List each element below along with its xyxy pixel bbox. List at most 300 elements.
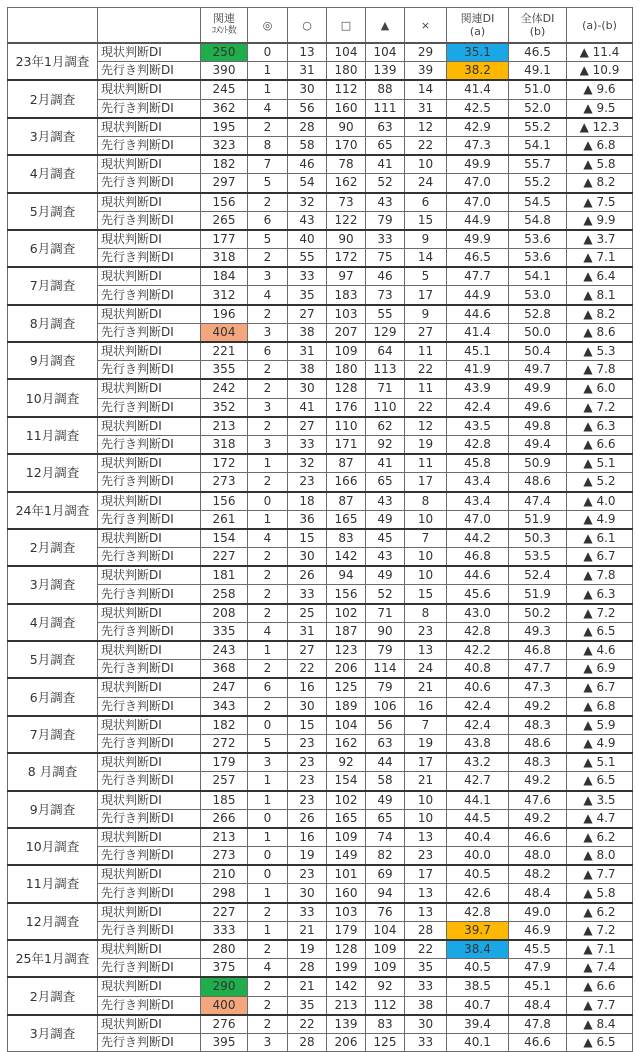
overall-di-cell: 46.5 <box>509 43 567 62</box>
double-circle-count-cell: 2 <box>248 548 288 567</box>
double-circle-count-cell: 6 <box>248 678 288 697</box>
double-circle-count-cell: 1 <box>248 641 288 660</box>
di-type-label: 先行き判断DI <box>98 959 201 978</box>
triangle-count-cell: 75 <box>366 249 405 268</box>
square-count-cell: 104 <box>327 43 366 62</box>
cross-count-cell: 15 <box>405 585 447 604</box>
cross-count-cell: 27 <box>405 323 447 342</box>
cross-count-cell: 14 <box>405 249 447 268</box>
di-type-label: 現状判断DI <box>98 566 201 585</box>
difference-cell: ▲ 7.1 <box>567 940 633 959</box>
circle-count-cell: 31 <box>288 62 327 81</box>
header-overall-di-line1: 全体DI <box>520 12 555 25</box>
related-comment-count-cell: 247 <box>201 678 248 697</box>
triangle-count-cell: 83 <box>366 1015 405 1034</box>
related-comment-count-cell: 196 <box>201 305 248 324</box>
circle-count-cell: 27 <box>288 417 327 436</box>
overall-di-cell: 51.0 <box>509 80 567 99</box>
related-di-cell: 41.9 <box>447 361 509 380</box>
cross-count-cell: 9 <box>405 305 447 324</box>
circle-count-cell: 22 <box>288 660 327 679</box>
survey-month-label: 11月調査 <box>8 417 98 454</box>
difference-cell: ▲ 6.3 <box>567 585 633 604</box>
related-di-cell: 38.2 <box>447 62 509 81</box>
double-circle-count-cell: 0 <box>248 865 288 884</box>
overall-di-cell: 49.1 <box>509 62 567 81</box>
square-count-cell: 109 <box>327 342 366 361</box>
double-circle-count-cell: 1 <box>248 791 288 810</box>
circle-count-cell: 22 <box>288 1015 327 1034</box>
table-row <box>8 230 633 249</box>
cross-count-cell: 39 <box>405 62 447 81</box>
table-row <box>8 622 633 641</box>
triangle-count-cell: 55 <box>366 305 405 324</box>
di-type-label: 先行き判断DI <box>98 734 201 753</box>
double-circle-count-cell: 8 <box>248 136 288 155</box>
circle-count-cell: 27 <box>288 305 327 324</box>
difference-cell: ▲ 6.0 <box>567 379 633 398</box>
related-di-cell: 42.7 <box>447 772 509 791</box>
overall-di-cell: 45.1 <box>509 977 567 996</box>
related-di-cell: 40.5 <box>447 959 509 978</box>
double-circle-count-cell: 4 <box>248 959 288 978</box>
table-row <box>8 566 633 585</box>
square-count-cell: 109 <box>327 828 366 847</box>
di-type-label: 現状判断DI <box>98 977 201 996</box>
triangle-count-cell: 129 <box>366 323 405 342</box>
table-row <box>8 959 633 978</box>
double-circle-count-cell: 2 <box>248 473 288 492</box>
circle-count-cell: 32 <box>288 454 327 473</box>
related-di-cell: 47.3 <box>447 136 509 155</box>
survey-month-label: 9月調査 <box>8 791 98 828</box>
table-row <box>8 903 633 922</box>
triangle-count-cell: 125 <box>366 1033 405 1051</box>
double-circle-count-cell: 2 <box>248 1015 288 1034</box>
cross-count-cell: 24 <box>405 660 447 679</box>
triangle-count-cell: 63 <box>366 734 405 753</box>
difference-cell: ▲ 6.7 <box>567 678 633 697</box>
related-comment-count-cell: 177 <box>201 230 248 249</box>
header-related-di-line1: 関連DI <box>460 12 495 25</box>
overall-di-cell: 52.0 <box>509 99 567 118</box>
cross-count-cell: 11 <box>405 454 447 473</box>
related-di-cell: 47.0 <box>447 510 509 529</box>
related-di-cell: 43.4 <box>447 492 509 511</box>
table-row <box>8 884 633 903</box>
overall-di-cell: 52.4 <box>509 566 567 585</box>
cross-count-cell: 9 <box>405 230 447 249</box>
difference-cell: ▲ 5.1 <box>567 454 633 473</box>
difference-cell: ▲ 6.7 <box>567 548 633 567</box>
square-count-cell: 187 <box>327 622 366 641</box>
double-circle-count-cell: 2 <box>248 585 288 604</box>
survey-month-label: 3月調査 <box>8 118 98 155</box>
survey-month-label: 9月調査 <box>8 342 98 379</box>
square-count-cell: 171 <box>327 435 366 454</box>
table-row <box>8 454 633 473</box>
table-row <box>8 716 633 735</box>
difference-cell: ▲ 6.6 <box>567 435 633 454</box>
di-type-label: 現状判断DI <box>98 230 201 249</box>
di-type-label: 先行き判断DI <box>98 249 201 268</box>
cross-count-cell: 12 <box>405 417 447 436</box>
related-comment-count-cell: 273 <box>201 847 248 866</box>
cross-count-cell: 33 <box>405 1033 447 1051</box>
circle-count-cell: 35 <box>288 996 327 1015</box>
cross-count-cell: 10 <box>405 791 447 810</box>
cross-count-cell: 10 <box>405 548 447 567</box>
cross-count-cell: 33 <box>405 977 447 996</box>
double-circle-count-cell: 5 <box>248 734 288 753</box>
table-row <box>8 417 633 436</box>
difference-cell: ▲ 4.0 <box>567 492 633 511</box>
survey-month-label: 2月調査 <box>8 529 98 566</box>
overall-di-cell: 48.3 <box>509 716 567 735</box>
difference-cell: ▲ 8.0 <box>567 847 633 866</box>
circle-count-cell: 46 <box>288 155 327 174</box>
triangle-count-cell: 63 <box>366 118 405 137</box>
triangle-count-cell: 56 <box>366 716 405 735</box>
triangle-count-cell: 112 <box>366 996 405 1015</box>
cross-count-cell: 21 <box>405 772 447 791</box>
circle-count-cell: 23 <box>288 734 327 753</box>
overall-di-cell: 48.3 <box>509 753 567 772</box>
circle-count-cell: 23 <box>288 865 327 884</box>
related-di-cell: 40.5 <box>447 865 509 884</box>
circle-count-cell: 30 <box>288 80 327 99</box>
square-count-cell: 142 <box>327 977 366 996</box>
related-comment-count-cell: 181 <box>201 566 248 585</box>
overall-di-cell: 54.1 <box>509 267 567 286</box>
overall-di-cell: 49.9 <box>509 379 567 398</box>
circle-count-cell: 55 <box>288 249 327 268</box>
triangle-icon: ▲ <box>366 8 405 44</box>
square-count-cell: 213 <box>327 996 366 1015</box>
di-type-label: 現状判断DI <box>98 716 201 735</box>
table-row <box>8 193 633 212</box>
cross-count-cell: 31 <box>405 99 447 118</box>
overall-di-cell: 47.3 <box>509 678 567 697</box>
related-comment-count-cell: 257 <box>201 772 248 791</box>
related-comment-count-cell: 343 <box>201 697 248 716</box>
circle-count-cell: 54 <box>288 174 327 193</box>
square-count-cell: 165 <box>327 510 366 529</box>
cross-count-cell: 8 <box>405 604 447 623</box>
table-row <box>8 510 633 529</box>
double-circle-count-cell: 2 <box>248 118 288 137</box>
difference-cell: ▲ 7.2 <box>567 398 633 417</box>
square-count-cell: 160 <box>327 884 366 903</box>
overall-di-cell: 48.6 <box>509 734 567 753</box>
related-di-cell: 43.4 <box>447 473 509 492</box>
square-count-cell: 142 <box>327 548 366 567</box>
survey-month-label: 3月調査 <box>8 1015 98 1052</box>
circle-count-cell: 36 <box>288 510 327 529</box>
square-count-cell: 90 <box>327 230 366 249</box>
square-count-cell: 206 <box>327 660 366 679</box>
cross-count-cell: 6 <box>405 193 447 212</box>
difference-cell: ▲ 6.2 <box>567 903 633 922</box>
circle-count-cell: 21 <box>288 921 327 940</box>
difference-cell: ▲ 8.1 <box>567 286 633 305</box>
related-di-cell: 43.5 <box>447 417 509 436</box>
triangle-count-cell: 82 <box>366 847 405 866</box>
cross-count-cell: 15 <box>405 211 447 230</box>
survey-month-label: 7月調査 <box>8 267 98 304</box>
double-circle-count-cell: 1 <box>248 828 288 847</box>
square-count-cell: 110 <box>327 417 366 436</box>
square-count-cell: 156 <box>327 585 366 604</box>
related-di-cell: 40.8 <box>447 660 509 679</box>
cross-count-cell: 17 <box>405 865 447 884</box>
cross-count-cell: 28 <box>405 921 447 940</box>
related-di-cell: 46.5 <box>447 249 509 268</box>
cross-count-cell: 17 <box>405 473 447 492</box>
related-comment-count-cell: 195 <box>201 118 248 137</box>
survey-month-label: 7月調査 <box>8 716 98 753</box>
circle-count-cell: 16 <box>288 678 327 697</box>
triangle-count-cell: 49 <box>366 566 405 585</box>
table-row <box>8 155 633 174</box>
triangle-count-cell: 90 <box>366 622 405 641</box>
overall-di-cell: 53.6 <box>509 230 567 249</box>
di-type-label: 現状判断DI <box>98 43 201 62</box>
related-di-cell: 42.8 <box>447 622 509 641</box>
circle-count-cell: 30 <box>288 697 327 716</box>
table-row <box>8 1033 633 1051</box>
triangle-count-cell: 71 <box>366 379 405 398</box>
overall-di-cell: 48.6 <box>509 473 567 492</box>
header-related-di <box>447 8 509 44</box>
triangle-count-cell: 46 <box>366 267 405 286</box>
cross-icon: × <box>405 8 447 44</box>
di-type-label: 先行き判断DI <box>98 136 201 155</box>
triangle-count-cell: 88 <box>366 80 405 99</box>
table-row <box>8 361 633 380</box>
di-type-label: 現状判断DI <box>98 678 201 697</box>
related-comment-count-cell: 390 <box>201 62 248 81</box>
di-type-label: 現状判断DI <box>98 753 201 772</box>
related-di-cell: 42.9 <box>447 118 509 137</box>
double-circle-count-cell: 1 <box>248 80 288 99</box>
overall-di-cell: 54.5 <box>509 193 567 212</box>
survey-month-label: 4月調査 <box>8 155 98 192</box>
related-comment-count-cell: 395 <box>201 1033 248 1051</box>
overall-di-cell: 45.5 <box>509 940 567 959</box>
table-row <box>8 323 633 342</box>
related-di-cell: 38.4 <box>447 940 509 959</box>
cross-count-cell: 11 <box>405 379 447 398</box>
related-comment-count-cell: 362 <box>201 99 248 118</box>
square-count-cell: 83 <box>327 529 366 548</box>
overall-di-cell: 53.5 <box>509 548 567 567</box>
double-circle-count-cell: 2 <box>248 305 288 324</box>
survey-month-label: 2月調査 <box>8 80 98 117</box>
related-comment-count-cell: 375 <box>201 959 248 978</box>
related-di-cell: 39.4 <box>447 1015 509 1034</box>
triangle-count-cell: 49 <box>366 510 405 529</box>
overall-di-cell: 50.4 <box>509 342 567 361</box>
triangle-count-cell: 58 <box>366 772 405 791</box>
square-count-cell: 112 <box>327 80 366 99</box>
cross-count-cell: 22 <box>405 398 447 417</box>
double-circle-count-cell: 2 <box>248 903 288 922</box>
double-circle-count-cell: 2 <box>248 379 288 398</box>
survey-month-label: 8 月調査 <box>8 753 98 790</box>
circle-icon: ○ <box>288 8 327 44</box>
square-count-cell: 87 <box>327 454 366 473</box>
survey-month-label: 3月調査 <box>8 566 98 603</box>
related-comment-count-cell: 258 <box>201 585 248 604</box>
cross-count-cell: 22 <box>405 940 447 959</box>
square-count-cell: 207 <box>327 323 366 342</box>
cross-count-cell: 16 <box>405 697 447 716</box>
di-type-label: 現状判断DI <box>98 155 201 174</box>
di-type-label: 先行き判断DI <box>98 548 201 567</box>
circle-count-cell: 38 <box>288 361 327 380</box>
related-comment-count-cell: 276 <box>201 1015 248 1034</box>
circle-count-cell: 19 <box>288 847 327 866</box>
circle-count-cell: 30 <box>288 884 327 903</box>
related-comment-count-cell: 243 <box>201 641 248 660</box>
triangle-count-cell: 69 <box>366 865 405 884</box>
di-type-label: 現状判断DI <box>98 492 201 511</box>
triangle-count-cell: 52 <box>366 174 405 193</box>
double-circle-count-cell: 4 <box>248 622 288 641</box>
di-type-label: 先行き判断DI <box>98 62 201 81</box>
square-count-cell: 92 <box>327 753 366 772</box>
overall-di-cell: 51.9 <box>509 510 567 529</box>
related-comment-count-cell: 184 <box>201 267 248 286</box>
related-comment-count-cell: 298 <box>201 884 248 903</box>
di-type-label: 先行き判断DI <box>98 921 201 940</box>
related-di-cell: 42.4 <box>447 716 509 735</box>
related-comment-count-cell: 318 <box>201 435 248 454</box>
overall-di-cell: 49.6 <box>509 398 567 417</box>
triangle-count-cell: 52 <box>366 585 405 604</box>
overall-di-cell: 48.4 <box>509 884 567 903</box>
survey-month-label: 25年1月調査 <box>8 940 98 977</box>
circle-count-cell: 13 <box>288 43 327 62</box>
double-circle-count-cell: 1 <box>248 62 288 81</box>
triangle-count-cell: 74 <box>366 828 405 847</box>
related-comment-count-cell: 290 <box>201 977 248 996</box>
double-circle-count-cell: 1 <box>248 510 288 529</box>
overall-di-cell: 48.2 <box>509 865 567 884</box>
table-row <box>8 342 633 361</box>
difference-cell: ▲ 8.2 <box>567 174 633 193</box>
double-circle-count-cell: 1 <box>248 454 288 473</box>
difference-cell: ▲ 6.5 <box>567 622 633 641</box>
cross-count-cell: 35 <box>405 959 447 978</box>
triangle-count-cell: 111 <box>366 99 405 118</box>
double-circle-count-cell: 4 <box>248 99 288 118</box>
circle-count-cell: 26 <box>288 809 327 828</box>
cross-count-cell: 17 <box>405 286 447 305</box>
related-comment-count-cell: 208 <box>201 604 248 623</box>
survey-month-label: 24年1月調査 <box>8 492 98 529</box>
related-di-cell: 47.0 <box>447 193 509 212</box>
overall-di-cell: 50.2 <box>509 604 567 623</box>
related-di-cell: 40.4 <box>447 828 509 847</box>
header-di-type <box>98 8 201 44</box>
double-circle-count-cell: 3 <box>248 435 288 454</box>
difference-cell: ▲ 4.9 <box>567 510 633 529</box>
double-circle-count-cell: 2 <box>248 193 288 212</box>
table-row <box>8 529 633 548</box>
cross-count-cell: 29 <box>405 43 447 62</box>
di-type-label: 先行き判断DI <box>98 286 201 305</box>
cross-count-cell: 13 <box>405 641 447 660</box>
circle-count-cell: 23 <box>288 753 327 772</box>
square-count-cell: 154 <box>327 772 366 791</box>
difference-cell: ▲ 9.6 <box>567 80 633 99</box>
cross-count-cell: 5 <box>405 267 447 286</box>
triangle-count-cell: 104 <box>366 921 405 940</box>
survey-month-label: 5月調査 <box>8 193 98 230</box>
related-comment-count-cell: 210 <box>201 865 248 884</box>
overall-di-cell: 53.6 <box>509 249 567 268</box>
triangle-count-cell: 43 <box>366 548 405 567</box>
difference-cell: ▲ 12.3 <box>567 118 633 137</box>
triangle-count-cell: 76 <box>366 903 405 922</box>
circle-count-cell: 21 <box>288 977 327 996</box>
di-type-label: 先行き判断DI <box>98 772 201 791</box>
related-comment-count-cell: 227 <box>201 548 248 567</box>
triangle-count-cell: 104 <box>366 43 405 62</box>
double-circle-count-cell: 2 <box>248 996 288 1015</box>
triangle-count-cell: 64 <box>366 342 405 361</box>
circle-count-cell: 33 <box>288 903 327 922</box>
related-di-cell: 44.1 <box>447 791 509 810</box>
difference-cell: ▲ 5.1 <box>567 753 633 772</box>
circle-count-cell: 38 <box>288 323 327 342</box>
di-type-label: 先行き判断DI <box>98 99 201 118</box>
related-di-cell: 42.6 <box>447 884 509 903</box>
table-row <box>8 286 633 305</box>
cross-count-cell: 38 <box>405 996 447 1015</box>
header-related-comments-line1: 関連 <box>213 12 235 25</box>
related-di-cell: 41.4 <box>447 323 509 342</box>
header-overall-di <box>509 8 567 44</box>
related-comment-count-cell: 213 <box>201 828 248 847</box>
survey-month-label: 5月調査 <box>8 641 98 678</box>
circle-count-cell: 35 <box>288 286 327 305</box>
double-circle-count-cell: 2 <box>248 940 288 959</box>
di-type-label: 現状判断DI <box>98 454 201 473</box>
cross-count-cell: 12 <box>405 118 447 137</box>
overall-di-cell: 50.3 <box>509 529 567 548</box>
di-type-label: 先行き判断DI <box>98 361 201 380</box>
related-comment-count-cell: 266 <box>201 809 248 828</box>
table-row <box>8 249 633 268</box>
difference-cell: ▲ 7.2 <box>567 604 633 623</box>
double-circle-count-cell: 7 <box>248 155 288 174</box>
triangle-count-cell: 44 <box>366 753 405 772</box>
difference-cell: ▲ 10.9 <box>567 62 633 81</box>
di-type-label: 先行き判断DI <box>98 510 201 529</box>
di-type-label: 先行き判断DI <box>98 398 201 417</box>
related-comment-count-cell: 333 <box>201 921 248 940</box>
related-comment-count-cell: 261 <box>201 510 248 529</box>
square-count-cell: 170 <box>327 136 366 155</box>
double-circle-count-cell: 0 <box>248 716 288 735</box>
survey-month-label: 10月調査 <box>8 379 98 416</box>
di-type-label: 先行き判断DI <box>98 211 201 230</box>
overall-di-cell: 46.6 <box>509 828 567 847</box>
difference-cell: ▲ 7.8 <box>567 566 633 585</box>
